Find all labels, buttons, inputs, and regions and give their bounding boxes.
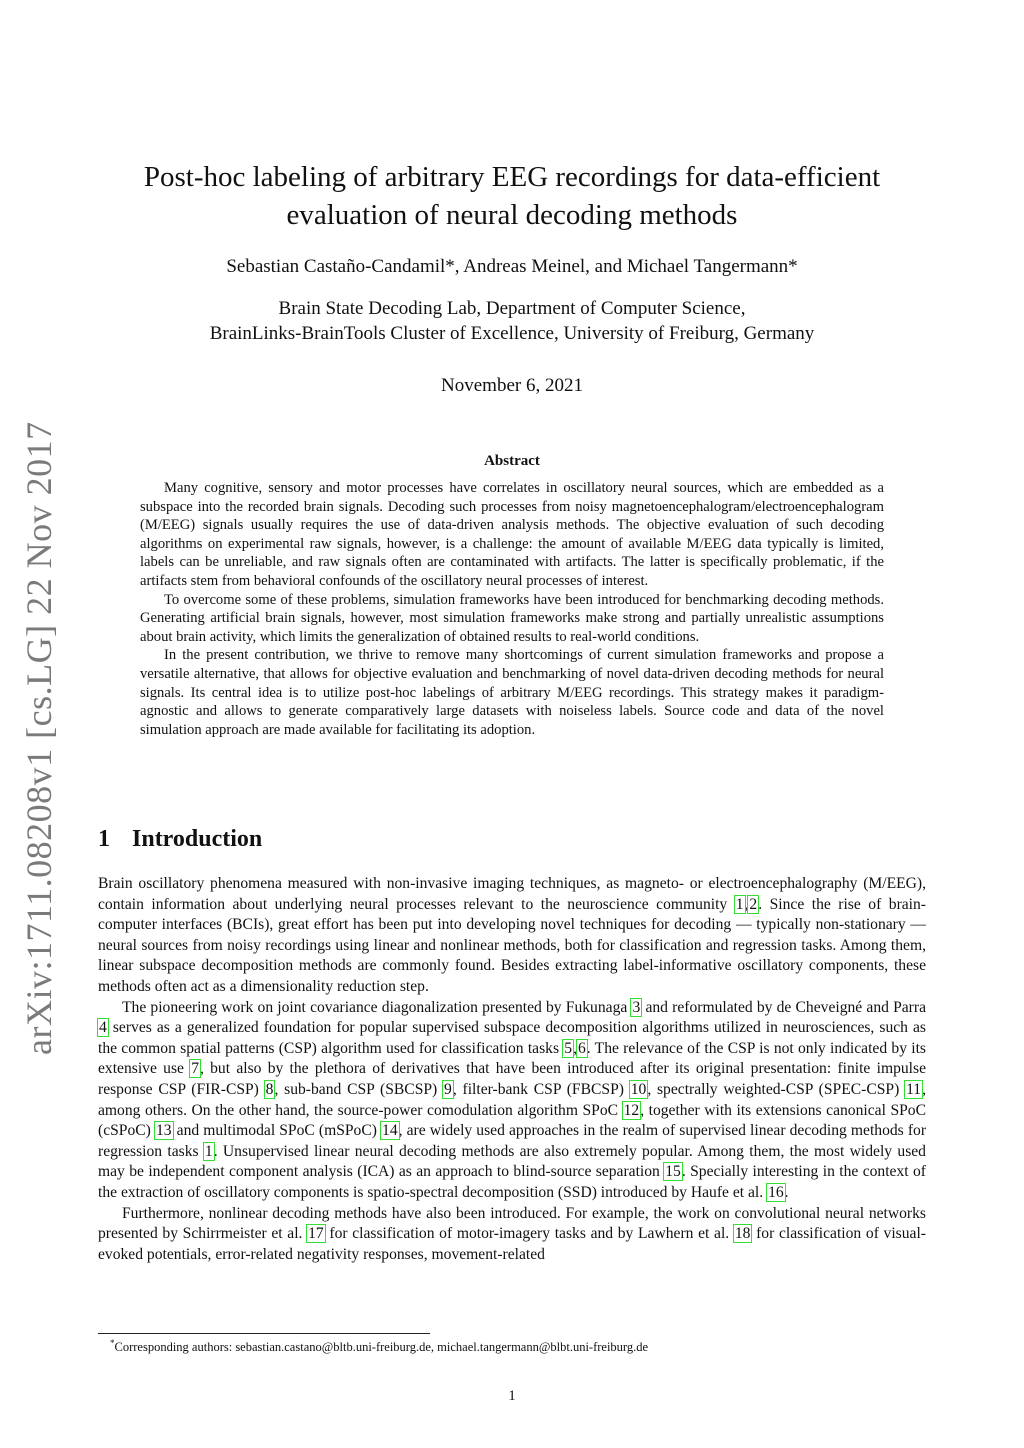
citation-link[interactable]: 11	[906, 1080, 922, 1098]
affiliation-line-1: Brain State Decoding Lab, Department of Computer Science,	[278, 298, 746, 319]
citation-link[interactable]: 10	[630, 1080, 647, 1098]
citation-link[interactable]: 12	[623, 1101, 640, 1119]
citation-link[interactable]: 8	[265, 1080, 274, 1098]
arxiv-identifier: arXiv:1711.08208v1 [cs.LG] 22 Nov 2017	[19, 421, 59, 1055]
citation-link[interactable]: 1	[735, 895, 744, 913]
paper-title	[0, 158, 1024, 234]
citation-link[interactable]: 16	[768, 1183, 784, 1201]
citation-link[interactable]: 6	[578, 1039, 586, 1057]
intro-paragraph-2: The pioneering work on joint covariance diagonalization presented by Fukunaga 3 and reformulated by de Cheveigné and Parra 4 serves as a generalized foundation for popular supervised subspace decomposition algorithms utilized in neurosciences, such as the common spatial patterns (CSP) algorithm used for classification tasks 5,6. The relevance of the CSP is not only indicated by its extensive use 7, but also by the plethora of derivatives that have been introduced after its original presentation: finite impulse response CSP (FIR-CSP) 8, sub-band CSP (SBCSP) 9, filter-bank CSP (FBCSP) 10, spectrally weighted-CSP (SPEC-CSP) 11, among others. On the other hand, the source-power comodulation algorithm SPoC 12, together with its extensions canonical SPoC (cSPoC) 13 and multimodal SPoC (mSPoC) 14, are widely used approaches in the realm of supervised linear decoding methods for regression tasks 1. Unsupervised linear neural decoding methods are also extremely popular. Among them, the most widely used may be independent component analysis (ICA) as an approach to blind-source separation 15. Specially interesting in the context of the extraction of oscillatory components is spatio-spectral decomposition (SSD) introduced by Haufe et al. 16.	[98, 998, 927, 1201]
citation-link[interactable]: 13	[155, 1122, 172, 1140]
affiliation-line-2: BrainLinks-BrainTools Cluster of Excellence, University of Freiburg, Germany	[209, 323, 815, 344]
citation-link[interactable]: 14	[382, 1122, 398, 1140]
citation-link[interactable]: 18	[734, 1225, 751, 1243]
section-heading	[98, 826, 262, 853]
title-line-1: Post-hoc labeling of arbitrary EEG recordings for data-efficient	[143, 161, 881, 193]
footnote-text: Corresponding authors: sebastian.castano@bltb.uni-freiburg.de, michael.tangermann@blbt.uni-freiburg.de	[114, 1340, 649, 1355]
footnote-rule	[98, 1333, 430, 1334]
paper-date: November 6, 2021	[441, 375, 583, 396]
citation-link[interactable]: 5	[564, 1039, 573, 1057]
citation-link[interactable]: 7	[191, 1060, 199, 1078]
citation-link[interactable]: 9	[444, 1080, 452, 1098]
abstract-body	[140, 479, 884, 739]
section-number: 1	[98, 826, 110, 852]
citation-link[interactable]: 17	[308, 1225, 324, 1243]
affiliation	[0, 296, 1024, 346]
section-title: Introduction	[132, 826, 263, 852]
abstract-heading: Abstract	[484, 453, 540, 469]
page-number: 1	[508, 1388, 516, 1404]
introduction-body	[98, 874, 926, 1265]
intro-paragraph-3: Furthermore, nonlinear decoding methods have also been introduced. For example, the work on convolutional neural networks presented by Schirrmeister et al. 17 for classification of motor-imagery tasks and by Lawhern et al. 18 for classification of visual-evoked potentials, error-related negativity responses, movement-related	[98, 1204, 926, 1263]
abstract-paragraph-2: To overcome some of these problems, simulation frameworks have been introduced for benchmarking decoding methods. Generating artificial brain signals, however, most simulation frameworks make strong and partially unrealistic assumptions about brain activity, which limits the generalization of obtained results to real-world conditions.	[140, 591, 884, 645]
citation-link[interactable]: 15	[665, 1163, 681, 1181]
footnote	[110, 1338, 648, 1355]
footnote-mark: *	[110, 1338, 115, 1348]
abstract-paragraph-1: Many cognitive, sensory and motor processes have correlates in oscillatory neural sources, which are embedded as a subspace into the recorded brain signals. Decoding such processes from noisy magnetoencephalogram/electroencephalogram (M/EEG) signals usually requires the use of data-driven analysis methods. The objective evaluation of such decoding algorithms on experimental raw signals, however, is a challenge: the amount of available M/EEG data typically is limited, labels can be unreliable, and raw signals often are contaminated with artifacts. The latter is specifically problematic, if the artifacts stem from behavioral confounds of the oscillatory neural processes of interest.	[140, 480, 884, 589]
intro-paragraph-1: Brain oscillatory phenomena measured with non-invasive imaging techniques, as magneto- or electroencephalography (M/EEG), contain information about underlying neural processes relevant to the neuroscience community 1,2. Since the rise of brain-computer interfaces (BCIs), great effort has been put into developing novel techniques for decoding — typically non-stationary — neural sources from noisy recordings using linear and nonlinear methods, both for classification and regression tasks. Among them, linear subspace decomposition methods are commonly found. Besides extracting label-informative oscillatory components, these methods often act as a dimensionality reduction step.	[98, 875, 927, 995]
abstract-paragraph-3: In the present contribution, we thrive to remove many shortcomings of current simulation frameworks and propose a versatile alternative, that allows for objective evaluation and benchmarking of novel data-driven decoding methods for neural signals. Its central idea is to utilize post-hoc labelings of arbitrary M/EEG recordings. This strategy makes it paradigm-agnostic and allows to generate comparatively large datasets with noiseless labels. Source code and data of the novel simulation approach are made available for facilitating its adoption.	[140, 647, 884, 738]
author-list: Sebastian Castaño-Candamil*, Andreas Meinel, and Michael Tangermann*	[226, 256, 798, 277]
citation-link[interactable]: 2	[749, 895, 758, 913]
citation-link[interactable]: 3	[632, 998, 641, 1016]
title-line-2: evaluation of neural decoding methods	[286, 199, 738, 231]
citation-link[interactable]: 4	[99, 1019, 107, 1037]
citation-link[interactable]: 1	[204, 1142, 213, 1160]
